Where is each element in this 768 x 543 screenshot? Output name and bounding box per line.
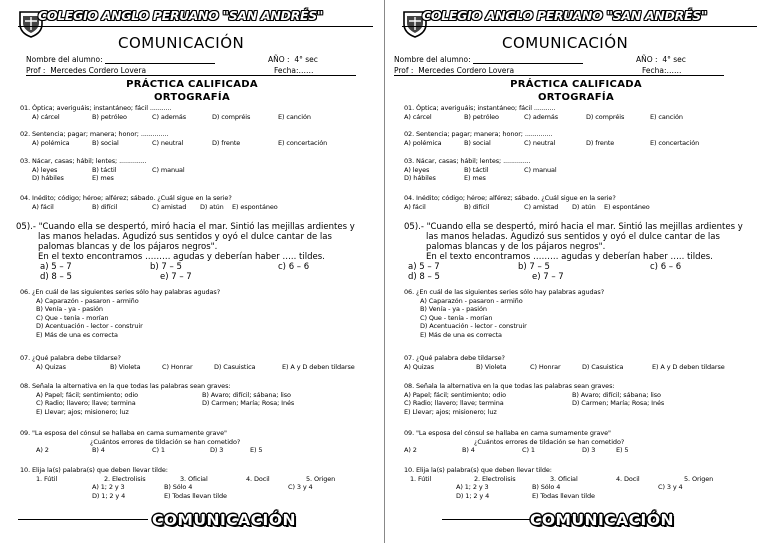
year-label: AÑO : [636, 55, 658, 64]
date-label: Fecha:…… [642, 66, 682, 75]
option-a: a) 5 – 7 [40, 262, 72, 272]
option-a: A) 1; 2 y 3 [456, 483, 489, 491]
option-c: C) Honrar [530, 362, 561, 371]
option-b: B) petróleo [92, 112, 127, 121]
question-08 [20, 382, 295, 416]
word-5: 5. Origen [306, 474, 336, 483]
question-sub: ¿Cuántos errores de tildación se han cometido? [90, 437, 241, 446]
option-e: E) Más de una es correcta [420, 330, 502, 339]
option-a: A) Caparazón - pasaron - armiño [420, 296, 523, 305]
header-rule [18, 26, 373, 27]
option-a: A) fácil [32, 202, 54, 211]
option-e: E) A y D deben tildarse [282, 362, 355, 371]
question-01 [404, 104, 683, 121]
year-value: 4° sec [662, 55, 686, 64]
question-02 [404, 130, 700, 147]
option-d: D) Casuistica [582, 362, 624, 371]
option-a: A) Quizas [404, 362, 434, 371]
option-b: B) táctil [464, 165, 489, 174]
question-07 [404, 354, 725, 371]
option-d: D) Acentuación - lector - construir [36, 322, 143, 330]
question-09 [404, 429, 629, 455]
option-b: B) difícil [464, 202, 490, 211]
question-03 [404, 157, 557, 183]
option-d: D) atún [572, 202, 596, 211]
passage-line-3: palomas blancas y de los pájaros negros". [426, 242, 606, 252]
option-e: E) espontáneo [604, 202, 650, 211]
year-field [268, 55, 318, 64]
question-10 [20, 466, 336, 500]
option-d: D) 1; 2 y 4 [456, 491, 490, 500]
option-c: C) Radio; llavero; llave; termina [404, 399, 504, 407]
option-c: C) además [524, 112, 559, 121]
option-b: B) Avaro; difícil; sábana; liso [202, 390, 291, 399]
option-b: B) petróleo [464, 112, 499, 121]
option-a: A) polémica [404, 138, 442, 147]
option-c: C) Radio; llavero; llave; termina [36, 399, 136, 407]
option-c: C) neutral [152, 138, 184, 147]
option-c: C) neutral [524, 138, 556, 147]
question-06 [404, 288, 604, 339]
option-c: C) manual [524, 165, 557, 174]
question-stem: 01. Óptica; averiguáis; instantáneo; fácil ........... [404, 104, 556, 112]
subject-title: COMUNICACIÓN [118, 34, 245, 52]
option-d: D) frente [586, 138, 615, 147]
footer-rule [442, 519, 534, 520]
option-d: D) hábiles [404, 174, 436, 182]
exam-title: PRÁCTICA CALIFICADA [510, 79, 642, 90]
date-label: Fecha:…… [274, 66, 314, 75]
option-b: B) Violeta [110, 362, 141, 371]
question-05 [16, 222, 355, 282]
question-08 [404, 382, 665, 416]
option-d: d) 8 – 5 [40, 272, 72, 282]
option-e: E) Más de una es correcta [36, 330, 118, 339]
prof-name: Mercedes Cordero Lovera [418, 66, 515, 75]
option-d: D) Carmen; María; Rosa; Inés [572, 399, 665, 407]
option-a: a) 5 – 7 [408, 262, 440, 272]
option-b: B) Violeta [476, 362, 507, 371]
option-d: D) Casuistica [214, 362, 256, 371]
option-a: A) Papel; fácil; sentimiento; odio [404, 390, 506, 399]
question-05 [404, 222, 743, 282]
option-d: D) compréis [586, 112, 625, 121]
question-04 [404, 194, 650, 211]
option-a: A) 2 [36, 446, 49, 454]
question-sub: ¿Cuántos errores de tildación se han cometido? [474, 437, 625, 446]
question-stem: 04. Inédito; código; héroe; alférez; sábado. ¿Cuál sigue en la serie? [404, 194, 616, 202]
option-d: D) 1; 2 y 4 [92, 491, 126, 500]
question-stem: 01. Óptica; averiguáis; instantáneo; fácil ........... [20, 104, 172, 112]
student-label: Nombre del alumno: [26, 55, 103, 64]
passage-line-2: las manos heladas. Agudizó sus sentidos y oyó el dulce cantar de las [38, 232, 332, 242]
option-e: E) Todas llevan tilde [164, 491, 227, 500]
option-d: D) Carmen; María; Rosa; Inés [202, 399, 295, 407]
option-b: B) social [464, 138, 491, 147]
question-02 [20, 130, 328, 147]
exam-topic: ORTOGRAFÍA [153, 92, 230, 103]
prof-name: Mercedes Cordero Lovera [50, 66, 147, 75]
question-stem: 03. Nácar, casas; hábil; lentes; .............. [404, 157, 531, 165]
question-06 [20, 288, 220, 339]
question-stem: 03. Nácar, casas; hábil; lentes; .............. [20, 157, 147, 165]
passage-line-1: 05).- "Cuando ella se despertó, miró hacia el mar. Sintió las mejillas ardientes y [404, 222, 743, 232]
footer-banner: COMUNICACIÓN [152, 511, 296, 529]
passage-line-1: 05).- "Cuando ella se despertó, miró hacia el mar. Sintió las mejillas ardientes y [16, 222, 355, 232]
option-b: B) social [92, 138, 119, 147]
option-a: A) 2 [404, 446, 417, 454]
option-e: E) concertación [650, 138, 700, 147]
option-b: B) Venía - ya - pasión [420, 305, 487, 313]
question-stem: 10. Elija la(s) palabra(s) que deben llevar tilde: [404, 466, 552, 474]
question-04 [20, 194, 278, 211]
footer-banner: COMUNICACIÓN [530, 511, 674, 529]
option-a: A) Quizas [36, 362, 66, 371]
option-c: C) además [152, 112, 187, 121]
option-b: b) 7 – 5 [518, 262, 550, 272]
option-a: A) leyes [32, 165, 58, 174]
header-underline [26, 75, 356, 76]
student-name-blank [473, 56, 583, 64]
student-label: Nombre del alumno: [394, 55, 471, 64]
option-a: A) Papel; fácil; sentimiento; odio [36, 390, 138, 399]
option-b: B) difícil [92, 202, 118, 211]
option-b: B) Sólo 4 [532, 483, 561, 491]
option-c: C) Que - tenía - morían [420, 313, 493, 322]
option-c: C) manual [152, 165, 185, 174]
question-03 [20, 157, 185, 183]
prof-label: Prof : [26, 66, 46, 75]
option-c: C) amistad [152, 202, 187, 211]
question-01 [20, 104, 311, 121]
question-10 [404, 466, 714, 500]
option-a: A) fácil [404, 202, 426, 211]
question-stem: 04. Inédito; código; héroe; alférez; sábado. ¿Cuál sigue en la serie? [20, 194, 232, 202]
word-1: 1. Fútil [36, 474, 58, 483]
year-value: 4° sec [294, 55, 318, 64]
option-b: B) 4 [92, 446, 105, 454]
professor-row [394, 66, 724, 75]
prof-label: Prof : [394, 66, 414, 75]
word-4: 4. Docil [616, 474, 640, 483]
option-c: C) 1 [152, 446, 165, 454]
student-name-blank [105, 56, 215, 64]
option-c: C) Que - tenía - morían [36, 313, 109, 322]
option-e: E) 5 [616, 446, 629, 454]
question-stem: 02. Sentencia; pagar; manera; honor; .............. [404, 130, 553, 138]
option-c: C) 3 y 4 [288, 483, 313, 491]
question-stem: 09. "La esposa del cónsul se hallaba en cama sumamente grave" [20, 429, 227, 437]
professor-row [26, 66, 356, 75]
option-c: c) 6 – 6 [650, 262, 682, 272]
word-5: 5. Origen [684, 474, 714, 483]
option-b: B) Sólo 4 [164, 483, 193, 491]
school-name: COLEGIO ANGLO PERUANO "SAN ANDRÉS" [422, 8, 708, 23]
option-d: D) hábiles [32, 174, 64, 182]
exam-title: PRÁCTICA CALIFICADA [126, 79, 258, 90]
option-a: A) polémica [32, 138, 70, 147]
passage-line-3: palomas blancas y de los pájaros negros". [38, 242, 218, 252]
header-rule [402, 26, 757, 27]
passage-line-2: las manos heladas. Agudizó sus sentidos y oyó el dulce cantar de las [426, 232, 720, 242]
option-e: E) espontáneo [232, 202, 278, 211]
question-stem: 07. ¿Qué palabra debe tildarse? [20, 354, 121, 362]
word-2: 2. Electrolisis [104, 474, 146, 483]
footer-rule [18, 519, 148, 520]
option-c: C) amistad [524, 202, 559, 211]
question-09 [20, 429, 263, 455]
option-c: c) 6 – 6 [278, 262, 310, 272]
word-1: 1. Fútil [410, 474, 432, 483]
option-e: E) mes [464, 174, 486, 182]
word-3: 3. Oficial [550, 474, 578, 483]
option-b: B) 4 [462, 446, 475, 454]
student-row [26, 55, 318, 64]
option-e: E) Todas llevan tilde [532, 491, 595, 500]
year-label: AÑO : [268, 55, 290, 64]
option-e: E) concertación [278, 138, 328, 147]
option-e: E) Llevar; ajos; misionero; luz [404, 407, 497, 416]
passage-question: En el texto encontramos ……… agudas y deberían haber ….. tildes. [38, 252, 325, 262]
option-c: C) Honrar [162, 362, 193, 371]
option-b: B) táctil [92, 165, 117, 174]
option-c: C) 3 y 4 [658, 483, 683, 491]
word-2: 2. Electrolisis [474, 474, 516, 483]
question-stem: 08. Señala la alternativa en la que todas las palabras sean graves: [20, 382, 231, 390]
option-a: A) leyes [404, 165, 430, 174]
question-stem: 02. Sentencia; pagar; manera; honor; .............. [20, 130, 169, 138]
word-4: 4. Docil [246, 474, 270, 483]
option-a: A) cárcel [32, 112, 60, 121]
question-07 [20, 354, 355, 371]
exam-topic: ORTOGRAFÍA [537, 92, 614, 103]
option-c: C) 1 [522, 446, 535, 454]
passage-question: En el texto encontramos ……… agudas y deberían haber ….. tildes. [426, 252, 713, 262]
option-e: E) Llevar; ajos; misionero; luz [36, 407, 129, 416]
option-d: D) 3 [582, 446, 596, 454]
exam-page-right [384, 0, 768, 543]
option-e: E) canción [650, 112, 683, 121]
question-stem: 10. Elija la(s) palabra(s) que deben llevar tilde: [20, 466, 168, 474]
option-e: e) 7 – 7 [532, 272, 564, 282]
option-e: E) canción [278, 112, 311, 121]
option-e: E) A y D deben tildarse [652, 362, 725, 371]
option-d: D) atún [200, 202, 224, 211]
option-a: A) 1; 2 y 3 [92, 483, 125, 491]
school-name: COLEGIO ANGLO PERUANO "SAN ANDRÉS" [38, 8, 324, 23]
option-a: A) Caparazón - pasaron - armiño [36, 296, 139, 305]
subject-title: COMUNICACIÓN [502, 34, 629, 52]
option-d: D) compréis [212, 112, 251, 121]
student-row [394, 55, 686, 64]
option-b: B) Venía - ya - pasión [36, 305, 103, 313]
option-d: D) Acentuación - lector - construir [420, 322, 527, 330]
year-field [636, 55, 686, 64]
question-stem: 06. ¿En cuál de las siguientes series sólo hay palabras agudas? [20, 288, 221, 296]
option-e: e) 7 – 7 [160, 272, 192, 282]
option-d: d) 8 – 5 [408, 272, 440, 282]
option-e: E) 5 [250, 446, 263, 454]
option-b: b) 7 – 5 [150, 262, 182, 272]
word-3: 3. Oficial [180, 474, 208, 483]
question-stem: 09. "La esposa del cónsul se hallaba en cama sumamente grave" [404, 429, 611, 437]
header-underline [394, 75, 724, 76]
question-stem: 07. ¿Qué palabra debe tildarse? [404, 354, 505, 362]
option-d: D) frente [212, 138, 241, 147]
option-e: E) mes [92, 174, 114, 182]
question-stem: 06. ¿En cuál de las siguientes series sólo hay palabras agudas? [404, 288, 605, 296]
question-stem: 08. Señala la alternativa en la que todas las palabras sean graves: [404, 382, 615, 390]
option-d: D) 3 [210, 446, 224, 454]
option-b: B) Avaro; difícil; sábana; liso [572, 390, 661, 399]
option-a: A) cárcel [404, 112, 432, 121]
